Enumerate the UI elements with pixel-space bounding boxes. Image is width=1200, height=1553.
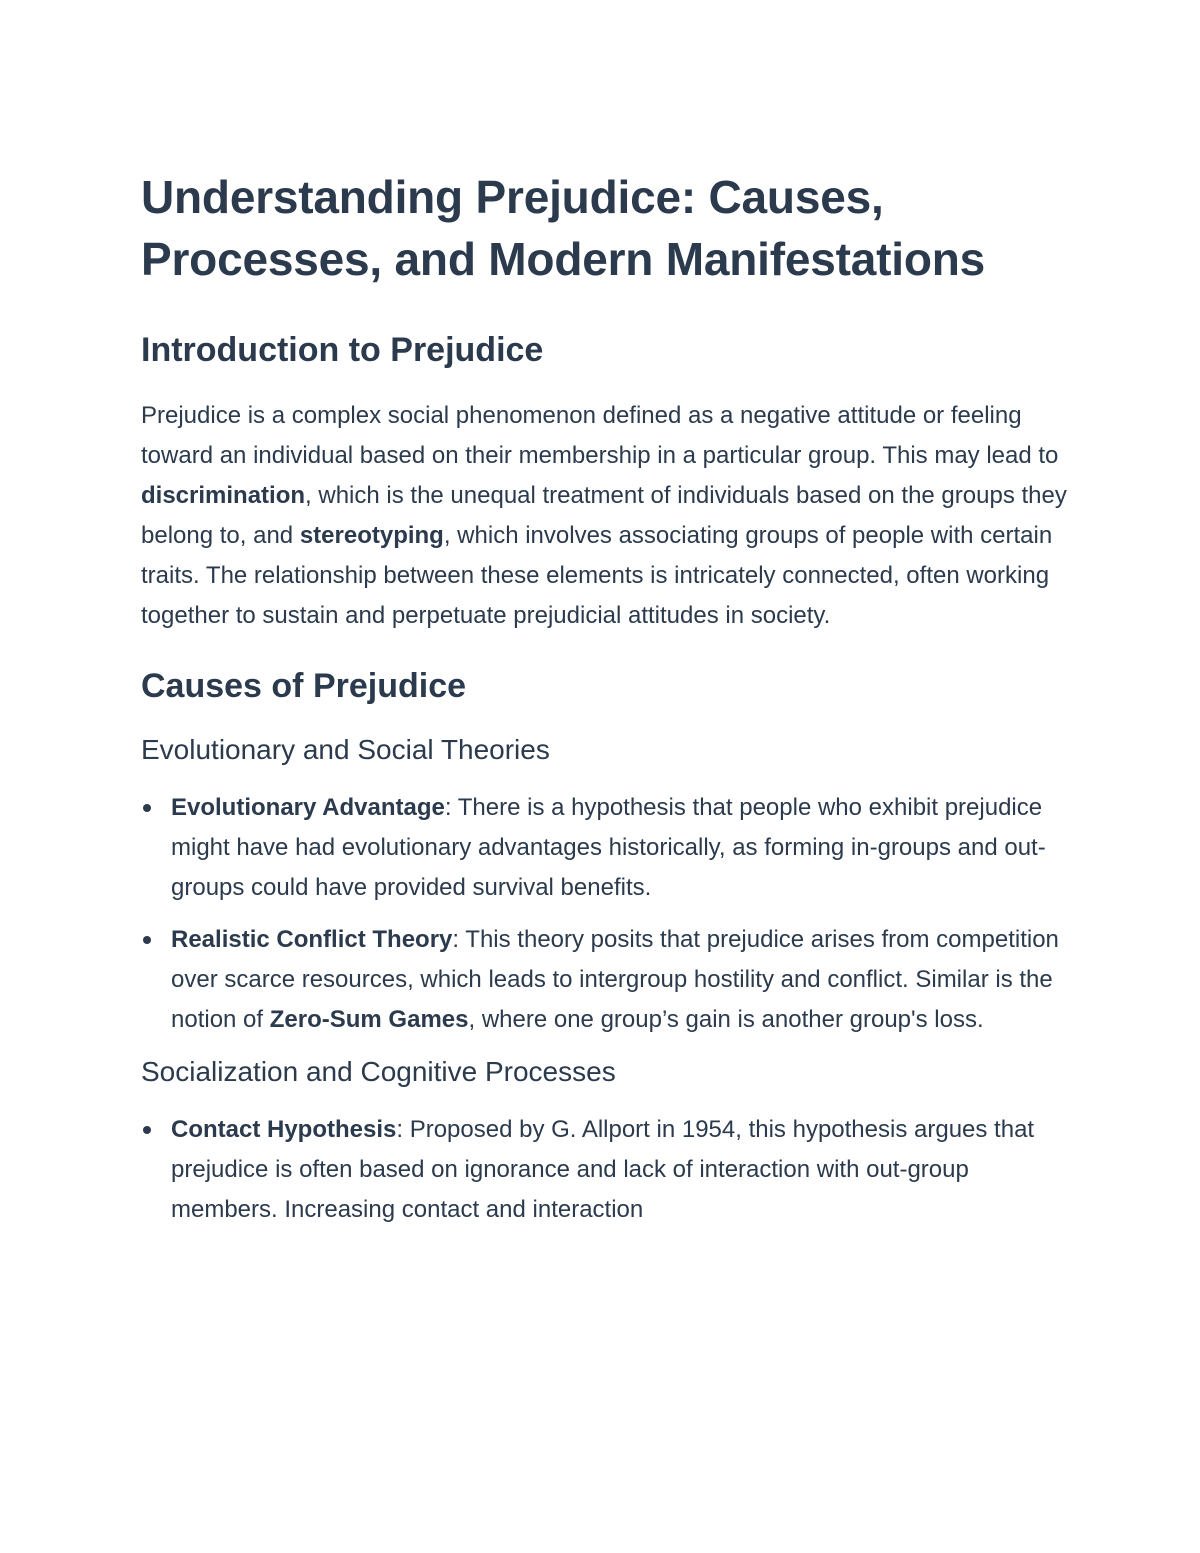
bullet-icon: [143, 804, 151, 812]
section-heading-introduction: Introduction to Prejudice: [141, 331, 544, 369]
list-item-term: Evolutionary Advantage: [171, 794, 445, 821]
list-item-text: : Proposed by G. Allport in 1954, this hypothesis argues that prejudice is often based on ignorance and lack of interaction with out-group members. Increasing contact and interaction: [171, 1116, 1035, 1223]
list-item-text-secondary: , where one group’s gain is another group's loss.: [468, 1006, 984, 1033]
list-item-text: : This theory posits that prejudice arises from competition over scarce resources, which leads to intergroup hostility and conflict. Similar is the notion of: [171, 926, 1059, 1033]
document-title: Understanding Prejudice: Causes, Processes, and Modern Manifestations: [141, 171, 986, 285]
subsection-heading-evolutionary: Evolutionary and Social Theories: [141, 734, 550, 765]
subsection-heading-socialization: Socialization and Cognitive Processes: [141, 1056, 616, 1087]
evolutionary-list: [141, 788, 1071, 1040]
list-item-term: Contact Hypothesis: [171, 1116, 397, 1143]
document-page: [141, 166, 1071, 1242]
term-stereotyping: stereotyping: [299, 522, 444, 549]
intro-paragraph: [141, 396, 1071, 636]
term-discrimination: discrimination: [141, 482, 306, 509]
list-item-term-secondary: Zero-Sum Games: [269, 1006, 469, 1033]
intro-text-2: , which is the unequal treatment of individuals based on the groups they belong to, and: [141, 482, 1067, 549]
bullet-icon: [143, 936, 151, 944]
list-item: [141, 1110, 1071, 1230]
socialization-list: [141, 1110, 1071, 1230]
list-item-term: Realistic Conflict Theory: [171, 926, 453, 953]
intro-text-3: , which involves associating groups of people with certain traits. The relationship between these elements is intricately connected, often working together to sustain and perpetuate prejudicial attitudes in society.: [141, 522, 1053, 629]
list-item: [141, 788, 1071, 908]
list-item-text: : There is a hypothesis that people who exhibit prejudice might have had evolutionary advantages historically, as forming in-groups and out-groups could have provided survival benefits.: [171, 794, 1046, 901]
intro-text-1: Prejudice is a complex social phenomenon defined as a negative attitude or feeling toward an individual based on their membership in a particular group. This may lead to: [141, 402, 1059, 469]
bullet-icon: [143, 1126, 151, 1134]
section-heading-causes: Causes of Prejudice: [141, 667, 467, 705]
list-item: [141, 920, 1071, 1040]
